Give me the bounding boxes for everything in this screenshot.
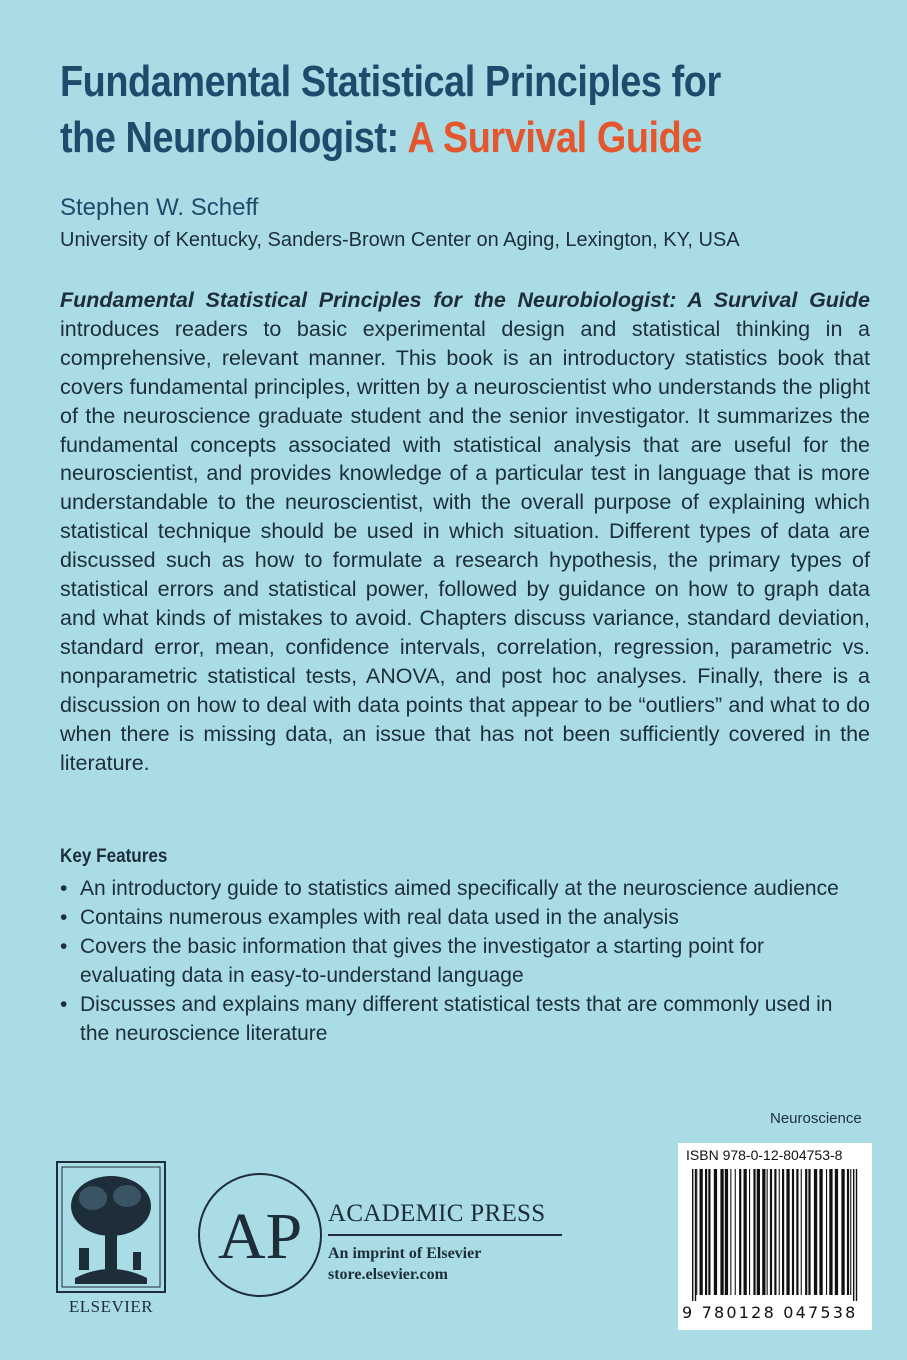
subject-category: Neuroscience xyxy=(770,1110,862,1127)
barcode-bar xyxy=(801,1169,802,1295)
academic-press-logo-icon xyxy=(195,1170,325,1300)
elsevier-logo xyxy=(55,1160,167,1320)
barcode-bar xyxy=(725,1169,728,1295)
barcode-bar xyxy=(700,1169,703,1295)
key-features-heading: Key Features xyxy=(60,846,168,867)
barcode-bar xyxy=(805,1169,807,1295)
barcode-bar xyxy=(695,1169,696,1301)
barcode-bar xyxy=(767,1169,768,1295)
isbn-label: ISBN 978-0-12-804753-8 xyxy=(686,1147,843,1163)
barcode-bar xyxy=(757,1169,760,1295)
title-line-2-plain: the Neurobiologist: xyxy=(60,113,408,162)
elsevier-wordmark: ELSEVIER xyxy=(68,1297,154,1316)
publisher-name: ACADEMIC PRESS xyxy=(328,1200,546,1227)
key-feature-item: • Covers the basic information that gives the investigator a starting point for evaluating data in easy-to-understand language xyxy=(60,932,850,990)
barcode-bar xyxy=(782,1169,784,1295)
title-line-2 xyxy=(60,110,886,166)
publisher-imprint: An imprint of Elsevier xyxy=(328,1245,482,1262)
barcode-bar xyxy=(749,1169,750,1295)
book-title xyxy=(60,54,886,166)
barcode-bar xyxy=(835,1169,838,1295)
barcode-bar xyxy=(829,1169,832,1295)
barcode-bar xyxy=(705,1169,707,1295)
isbn-barcode xyxy=(678,1143,872,1330)
barcode-bar xyxy=(847,1169,849,1295)
description-text: introduces readers to basic experimental design and statistical thinking in a comprehensive, relevant manner. This book is an introductory statistics book that covers fundamental principles, written by a neuroscientist who understands the plight of the neuroscience graduate student and the senior investigator. It summarizes the fundamental concepts associated with statistical analysis that are useful for the neuroscientist, and provides knowledge of a particular test in language that is more understandable to the neuroscientist, with the overall purpose of explaining which statistical technique should be used in which situation. Different types of data are discussed such as how to formulate a research hypothesis, the primary types of statistical errors and statistical power, followed by guidance on how to graph data and what kinds of mistakes to avoid. Chapters discuss variance, standard deviation, standard error, mean, confidence intervals, correlation, regression, parametric vs. nonparametric statistical tests, ANOVA, and post hoc analyses. Finally, there is a discussion on how to deal with data points that appear to be “outliers” and what to do when there is missing data, an issue that has not been sufficiently covered in the literature. xyxy=(60,316,870,775)
barcode-bar xyxy=(853,1169,854,1301)
barcode-bar xyxy=(814,1169,817,1295)
key-feature-item: • Contains numerous examples with real data used in the analysis xyxy=(60,903,850,932)
barcode-icon xyxy=(692,1169,858,1301)
author-affiliation: University of Kentucky, Sanders-Brown Center on Aging, Lexington, KY, USA xyxy=(60,229,740,251)
publisher-divider xyxy=(328,1234,562,1236)
barcode-bar xyxy=(856,1169,857,1301)
barcode-bar xyxy=(850,1169,851,1295)
key-feature-item: • An introductory guide to statistics aimed specifically at the neuroscience audience xyxy=(60,874,850,903)
barcode-bar xyxy=(796,1169,798,1295)
barcode-digits: 9 780128 047538 xyxy=(682,1303,858,1322)
barcode-bar xyxy=(730,1169,731,1295)
barcode-bar xyxy=(735,1169,736,1295)
barcode-bar xyxy=(762,1169,765,1295)
barcode-bar xyxy=(739,1169,741,1295)
elsevier-tree-icon xyxy=(55,1160,167,1294)
title-line-1: Fundamental Statistical Principles for xyxy=(60,57,721,106)
description-book-title: Fundamental Statistical Principles for the Neurobiologist: A Survival Guide xyxy=(60,288,870,312)
barcode-bar xyxy=(808,1169,810,1295)
publisher-store-url: store.elsevier.com xyxy=(328,1266,448,1283)
book-description xyxy=(60,286,870,777)
barcode-bar xyxy=(826,1169,827,1295)
barcode-bar xyxy=(819,1169,822,1295)
barcode-bar xyxy=(753,1169,755,1295)
ap-monogram: AP xyxy=(217,1200,303,1273)
barcode-bar xyxy=(720,1169,723,1295)
key-features-list xyxy=(60,874,850,1048)
barcode-bar xyxy=(774,1169,776,1295)
barcode-bar xyxy=(786,1169,789,1295)
barcode-bar xyxy=(714,1169,717,1295)
barcode-bar xyxy=(779,1169,780,1295)
key-feature-item: • Discusses and explains many different statistical tests that are commonly used in the neuroscience literature xyxy=(60,990,850,1048)
author-name: Stephen W. Scheff xyxy=(60,194,259,221)
barcode-bar xyxy=(770,1169,772,1295)
barcode-bar xyxy=(696,1169,697,1295)
barcode-bar xyxy=(744,1169,747,1295)
barcode-bar xyxy=(841,1169,844,1295)
title-subtitle: A Survival Guide xyxy=(407,113,702,162)
barcode-bar xyxy=(692,1169,693,1301)
barcode-bar xyxy=(792,1169,794,1295)
barcode-bar xyxy=(708,1169,710,1295)
